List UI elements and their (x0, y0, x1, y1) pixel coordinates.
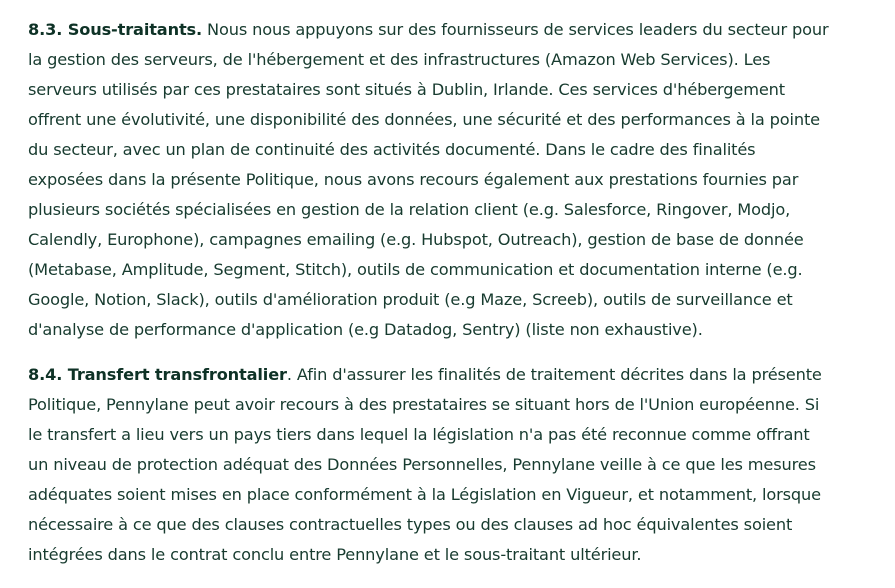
paragraph-text: . Afin d'assurer les finalités de traitement décrites dans la présente (286, 365, 822, 384)
paragraph-line: exposées dans la présente Politique, nous avons recours également aux prestations fournies par (28, 170, 799, 189)
paragraph-text: Nous nous appuyons sur des fournisseurs de services leaders du secteur pour (202, 20, 829, 39)
paragraph-line: intégrées dans le contrat conclu entre Pennylane et le sous-traitant ultérieur. (28, 545, 642, 564)
paragraph-line: nécessaire à ce que des clauses contractuelles types ou des clauses ad hoc équivalentes soient (28, 515, 793, 534)
paragraph-line: Politique, Pennylane peut avoir recours à des prestataires se situant hors de l'Union européenne. Si (28, 395, 820, 414)
paragraph-line: d'analyse de performance d'application (e.g Datadog, Sentry) (liste non exhaustive). (28, 320, 703, 339)
paragraph-line: serveurs utilisés par ces prestataires sont situés à Dublin, Irlande. Ces services d'hébergement (28, 80, 785, 99)
paragraph-line: Google, Notion, Slack), outils d'amélioration produit (e.g Maze, Screeb), outils de surveillance et (28, 290, 793, 309)
paragraph-line (28, 15, 875, 45)
paragraph-line: (Metabase, Amplitude, Segment, Stitch), outils de communication et documentation interne (e.g. (28, 260, 803, 279)
paragraph-line: la gestion des serveurs, de l'hébergement et des infrastructures (Amazon Web Services). Les (28, 50, 771, 69)
paragraph-line: adéquates soient mises en place conformément à la Législation en Vigueur, et notamment, lorsque (28, 485, 821, 504)
paragraph-line: le transfert a lieu vers un pays tiers dans lequel la législation n'a pas été reconnue comme offrant (28, 425, 810, 444)
paragraph-line: Calendly, Europhone), campagnes emailing (e.g. Hubspot, Outreach), gestion de base de donnée (28, 230, 804, 249)
section-sous-traitants (28, 15, 875, 345)
paragraph-line: du secteur, avec un plan de continuité des activités documenté. Dans le cadre des finalités (28, 140, 756, 159)
paragraph-line: un niveau de protection adéquat des Données Personnelles, Pennylane veille à ce que les mesures (28, 455, 816, 474)
paragraph-line: plusieurs sociétés spécialisées en gestion de la relation client (e.g. Salesforce, Ringover, Modjo, (28, 200, 791, 219)
section-heading: 8.4. Transfert transfrontalier (28, 365, 287, 384)
section-heading: 8.3. Sous-traitants. (28, 20, 203, 39)
paragraph-line (28, 360, 875, 390)
section-transfert-transfrontalier (28, 360, 875, 570)
paragraph-line: offrent une évolutivité, une disponibilité des données, une sécurité et des performances à la pointe (28, 110, 820, 129)
